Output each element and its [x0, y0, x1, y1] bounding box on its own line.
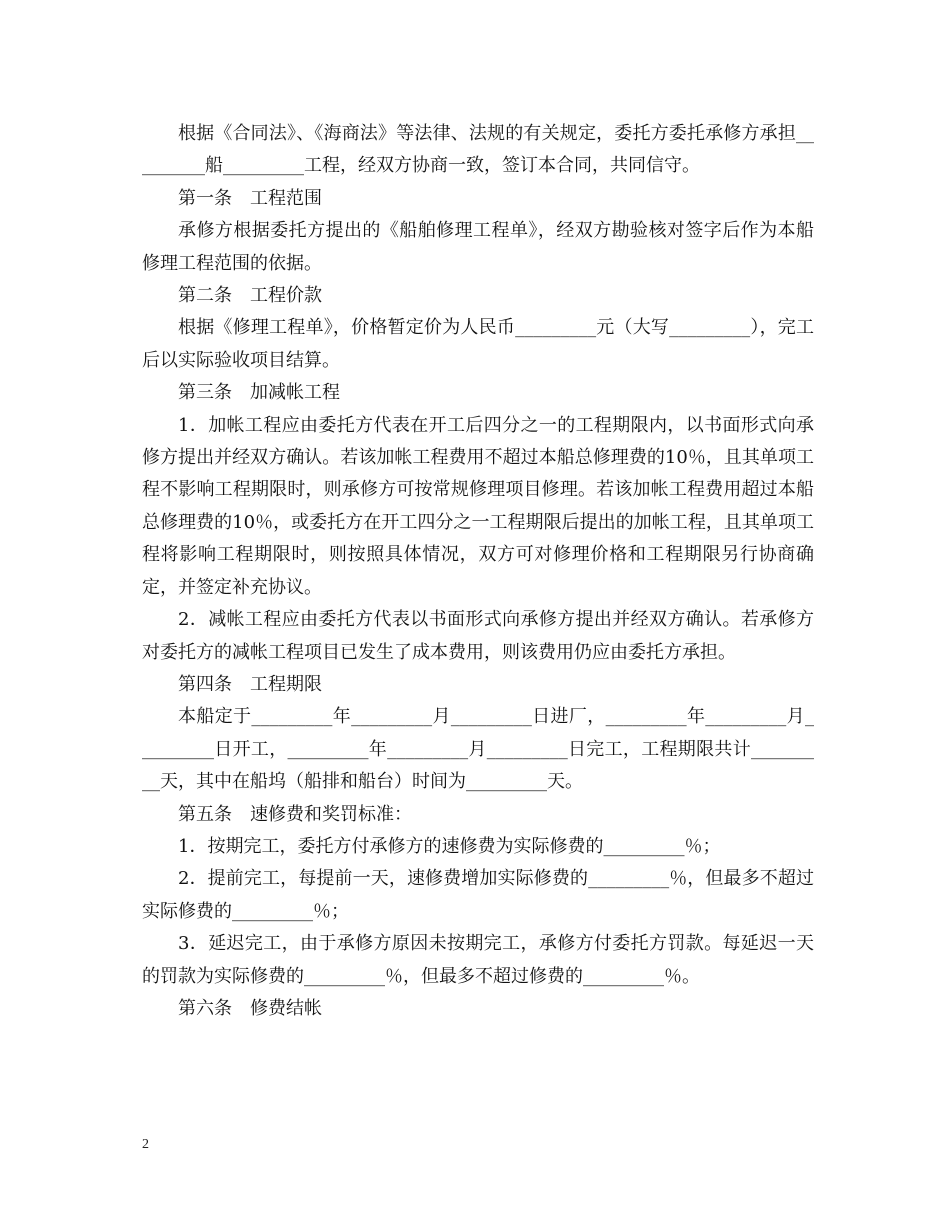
article-4-heading: 第四条 工程期限 — [178, 673, 322, 695]
article-5-heading: 第五条 速修费和奖罚标准： — [178, 803, 412, 825]
article-6-heading: 第六条 修费结帐 — [178, 997, 322, 1019]
article-5-clause-2: 2．提前完工，每提前一天，速修费增加实际修费的_________％，但最多不超过实际修费的_________％； — [142, 868, 814, 922]
article-1-text: 承修方根据委托方提出的《船舶修理工程单》，经双方勘验核对签字后作为本船修理工程范围的依据。 — [142, 220, 814, 274]
article-5-clause-1: 1．按期完工，委托方付承修方的速修费为实际修费的_________％； — [178, 835, 721, 857]
article-2-text: 根据《修理工程单》，价格暂定价为人民币_________元（大写_________），完工后以实际验收项目结算。 — [142, 317, 814, 371]
article-3-clause-1: 1．加帐工程应由委托方代表在开工后四分之一的工程期限内，以书面形式向承修方提出并经双方确认。若该加帐工程费用不超过本船总修理费的10％，且其单项工程不影响工程期限时，则承修方可按常规修理项目修理。若该加帐工程费用超过本船总修理费的10％，或委托方在开工四分之一工程期限后提出的加帐工程，且其单项工程将影响工程期限时，则按照具体情况，双方可对修理价格和工程期限另行协商确定，并签定补充协议。 — [142, 414, 814, 598]
article-2-heading: 第二条 工程价款 — [178, 285, 322, 307]
article-1-heading: 第一条 工程范围 — [178, 187, 322, 209]
article-3-clause-2: 2．减帐工程应由委托方代表以书面形式向承修方提出并经双方确认。若承修方对委托方的减帐工程项目已发生了成本费用，则该费用仍应由委托方承担。 — [142, 609, 814, 663]
article-3-heading: 第三条 加减帐工程 — [178, 382, 340, 404]
contract-body — [142, 118, 814, 1025]
intro-paragraph: 根据《合同法》、《海商法》等法律、法规的有关规定，委托方委托承修方承担_________船_________工程，经双方协商一致，签订本合同，共同信守。 — [142, 123, 814, 177]
article-5-clause-3: 3．延迟完工，由于承修方原因未按期完工，承修方付委托方罚款。每延迟一天的罚款为实际修费的_________％，但最多不超过修费的_________％。 — [142, 933, 814, 987]
page-number: 2 — [142, 1137, 149, 1152]
article-4-text: 本船定于_________年_________月_________日进厂，_________年_________月_________日开工，_________年_________月_________日完工，工程期限共计_________天，其中在船坞（船排和船台）时间为_________天。 — [142, 706, 814, 793]
